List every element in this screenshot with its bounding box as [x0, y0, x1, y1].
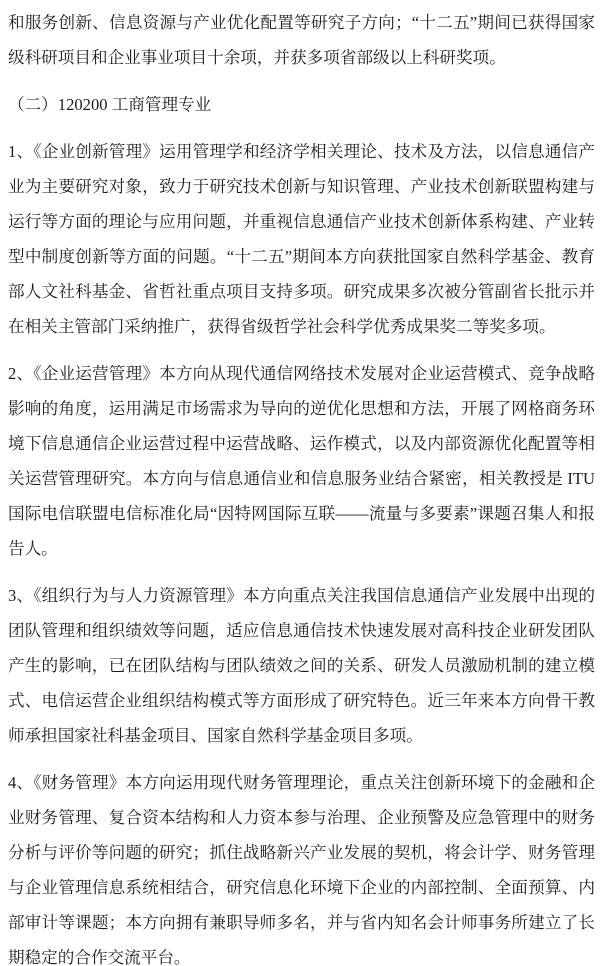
paragraph-enterprise-operation-management: 2、《企业运营管理》本方向从现代通信网络技术发展对企业运营模式、竞争战略影响的角度，运用满足市场需求为导向的逆优化思想和方法，开展了网格商务环境下信息通信企业运营过程中运营战略、运作模式，以及内部资源优化配置等相关运营管理研究。本方向与信息通信业和信息服务业结合紧密，相关教授是 ITU 国际电信联盟电信标准化局“因特网国际互联——流量与多要素”课题召集人和报告人。	[8, 364, 595, 558]
section-heading: （二）120200 工商管理专业	[8, 95, 212, 114]
paragraph-financial-management: 4、《财务管理》本方向运用现代财务管理理论，重点关注创新环境下的金融和企业财务管理、复合资本结构和人力资本参与治理、企业预警及应急管理中的财务分析与评价等问题的研究；抓住战略新兴产业发展的契机，将会计学、财务管理与企业管理信息系统相结合，研究信息化环境下企业的内部控制、全面预算、内部审计等课题；本方向拥有兼职导师多名，并与省内知名会计师事务所建立了长期稳定的合作交流平台。	[8, 773, 595, 966]
paragraph-enterprise-innovation-management: 1、《企业创新管理》运用管理学和经济学相关理论、技术及方法，以信息通信产业为主要研究对象，致力于研究技术创新与知识管理、产业技术创新联盟构建与运行等方面的理论与应用问题，并重视信息通信产业技术创新体系构建、产业转型中制度创新等方面的问题。“十二五”期间本方向获批国家自然科学基金、教育部人文社科基金、省哲社重点项目支持多项。研究成果多次被分管副省长批示并在相关主管部门采纳推广，获得省级哲学社会科学优秀成果奖二等奖多项。	[8, 142, 595, 336]
paragraph-organizational-behavior-hr: 3、《组织行为与人力资源管理》本方向重点关注我国信息通信产业发展中出现的团队管理和组织绩效等问题，适应信息通信技术快速发展对高科技企业研发团队产生的影响，已在团队结构与团队绩效之间的关系、研发人员激励机制的建立模式、电信运营企业组织结构模式等方面形成了研究特色。近三年来本方向骨干教师承担国家社科基金项目、国家自然科学基金项目多项。	[8, 586, 595, 745]
intro-continuation-paragraph: 和服务创新、信息资源与产业优化配置等研究子方向；“十二五”期间已获得国家级科研项目和企业事业项目十余项，并获多项省部级以上科研奖项。	[8, 13, 595, 67]
